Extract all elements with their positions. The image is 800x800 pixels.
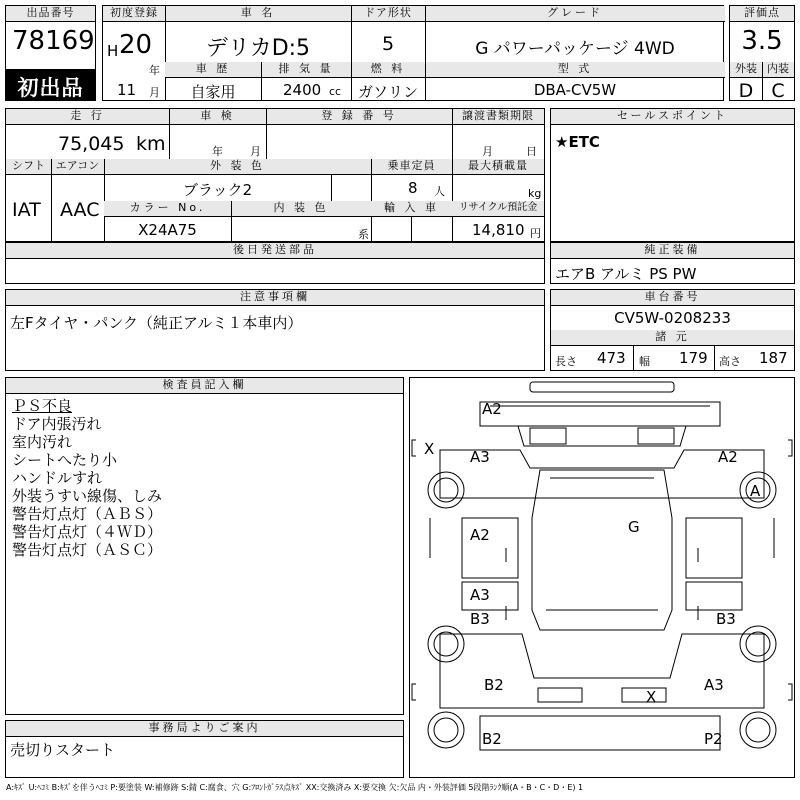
mileage-unit: km — [136, 133, 166, 155]
equipment-label: 純正装備 — [551, 243, 794, 259]
notes-label: 注意事項欄 — [6, 290, 544, 306]
specs-block — [5, 108, 545, 242]
mark-a3-left: A3 — [470, 448, 490, 466]
chassis-box — [550, 289, 795, 371]
first-listing-text: 初出品 — [17, 76, 84, 100]
inspection-year-unit: 年 — [212, 145, 223, 158]
inspector-line: シートへたり小 — [12, 451, 118, 469]
score-label: 評価点 — [730, 6, 794, 22]
vehicle-header — [102, 5, 724, 101]
chassis-label: 車台番号 — [551, 290, 794, 306]
score: 3.5 — [741, 26, 783, 56]
inspector-label: 検査員記入欄 — [6, 378, 403, 394]
lot-label: 出品番号 — [6, 6, 95, 22]
recycle-unit: 円 — [530, 227, 541, 240]
inspector-line: ハンドルすれ — [12, 469, 103, 487]
inspector-line: 室内汚れ — [12, 433, 73, 451]
grade: G パワーパッケージ 4WD — [475, 39, 675, 59]
mark-b2-bottom: B2 — [482, 730, 502, 748]
load-unit: kg — [528, 187, 542, 200]
model: DBA-CV5W — [533, 81, 617, 99]
inspector-line: 警告灯点灯（ＡＳＣ） — [12, 541, 163, 559]
height-label: 高さ — [719, 355, 741, 368]
inspector-line: 外装うすい線傷、しみ — [12, 487, 163, 505]
dims-label: 諸 元 — [551, 330, 794, 346]
model-label: 型 式 — [425, 62, 725, 78]
ac-label: エアコン — [51, 159, 104, 175]
chassis-number: CV5W-0208233 — [614, 309, 731, 327]
first-listing-badge — [6, 69, 95, 100]
inspection-month-unit: 月 — [250, 145, 261, 158]
door-count: 5 — [381, 33, 395, 55]
selling-point-box — [550, 108, 795, 242]
selling-point-text: ★ETC — [555, 133, 600, 151]
score-box — [729, 5, 795, 101]
interior-color-label: 内 装 色 — [231, 201, 371, 217]
load-label: 最大積載量 — [452, 159, 544, 175]
legend: A:ｷｽﾞ U:ﾍｺﾐ B:ｷｽﾞを伴うﾍｺﾐ P:要塗装 W:補修跡 S:錆 C:腐食、穴 G:ﾌﾛﾝﾄｶﾞﾗｽ点ｷｽﾞ XX:交換済み X:要交換 欠:欠品 内・外装評価 5段階ﾗﾝｸ順(A・B・C・D・E) 1 — [6, 783, 584, 792]
reg-year-unit: 年 — [149, 64, 160, 77]
mileage: 75,045 — [58, 133, 125, 155]
inspector-line: 警告灯点灯（ＡＢＳ） — [12, 505, 163, 523]
mark-a2-right: A2 — [718, 448, 738, 466]
reg-year: 20 — [119, 30, 153, 60]
mark-x-rear: X — [646, 688, 657, 706]
length-label: 長さ — [555, 355, 577, 368]
transfer-day-unit: 日 — [526, 145, 537, 158]
history: 自家用 — [190, 83, 236, 101]
fuel: ガソリン — [357, 83, 418, 101]
office-box — [5, 720, 404, 778]
parts-box — [5, 242, 545, 284]
color-no: X24A75 — [138, 221, 197, 239]
inspection-label: 車 検 — [169, 109, 266, 125]
office-text: 売切りスタート — [10, 741, 116, 759]
equipment-box — [550, 242, 795, 284]
inspector-line: ドア内張汚れ — [12, 415, 102, 433]
reg-month: 11 — [117, 81, 137, 99]
reg-month-unit: 月 — [149, 86, 160, 99]
door-label: ドア形状 — [351, 6, 425, 22]
car-name: デリカD:5 — [205, 36, 311, 61]
reg-era: H — [107, 42, 119, 60]
mark-a3-rear: A3 — [470, 586, 490, 604]
displacement-unit: cc — [329, 85, 342, 98]
office-label: 事務局よりご案内 — [6, 721, 403, 737]
interior-grade: C — [771, 80, 785, 102]
width-label: 幅 — [639, 355, 650, 368]
transfer-month-unit: 月 — [482, 145, 493, 158]
displacement-label: 排 気 量 — [261, 62, 351, 78]
grade-label: グレード — [425, 6, 725, 22]
notes-box — [5, 289, 545, 371]
interior-color-unit: 系 — [358, 228, 369, 241]
capacity-label: 乗車定員 — [371, 159, 452, 175]
selling-point-label: セールスポイント — [551, 109, 794, 125]
recycle: 14,810 — [472, 221, 525, 239]
name-label: 車 名 — [165, 6, 351, 22]
history-label: 車 歴 — [165, 62, 261, 78]
mark-a2-door: A2 — [470, 526, 490, 544]
mileage-label: 走 行 — [6, 109, 169, 125]
mark-b2-left: B2 — [484, 676, 504, 694]
reg-label: 初度登録 — [103, 6, 165, 22]
displacement: 2400 — [283, 81, 322, 99]
capacity-unit: 人 — [434, 185, 445, 198]
inspector-lines — [12, 397, 162, 559]
inspector-line: 警告灯点灯（４ＷＤ） — [12, 523, 163, 541]
parts-label: 後日発送部品 — [6, 243, 544, 259]
length: 473 — [597, 349, 626, 367]
transfer-label: 譲渡書類期限 — [452, 109, 544, 125]
mark-p2-bottom: P2 — [704, 730, 723, 748]
lot-number-box — [5, 5, 96, 101]
inspector-box — [5, 377, 404, 715]
shift-label: シフト — [6, 159, 51, 175]
capacity: 8 — [408, 179, 418, 197]
height: 187 — [759, 349, 788, 367]
mark-b3-left: B3 — [470, 610, 490, 628]
color-no-label: カラー No. — [104, 201, 231, 217]
mark-g-roof: G — [628, 518, 640, 536]
width: 179 — [679, 349, 708, 367]
mark-top-a2: A2 — [482, 400, 502, 418]
recycle-label: リサイクル預託金 — [452, 201, 544, 217]
shift: IAT — [12, 199, 41, 221]
notes-text: 左Fタイヤ・パンク（純正アルミ１本車内） — [10, 314, 303, 332]
mark-b3-right: B3 — [716, 610, 736, 628]
color-label: 外 装 色 — [104, 159, 371, 175]
fuel-label: 燃 料 — [351, 62, 425, 78]
plate-label: 登 録 番 号 — [266, 109, 452, 125]
mark-a-wheel: A — [750, 482, 761, 500]
exterior-grade: D — [738, 80, 754, 102]
inspector-line: ＰＳ不良 — [12, 397, 73, 415]
import-label: 輸 入 車 — [371, 201, 452, 217]
mark-a3-right: A3 — [704, 676, 724, 694]
equipment-text: エアB アルミ PS PW — [555, 265, 697, 283]
mark-left-x: X — [424, 440, 435, 458]
exterior-label: 外装 — [730, 62, 762, 78]
ac: AAC — [60, 199, 100, 221]
lot-number: 78169 — [12, 26, 95, 56]
exterior-color: ブラック2 — [182, 181, 253, 199]
interior-label: 内装 — [762, 62, 794, 78]
vehicle-diagram — [409, 377, 795, 778]
